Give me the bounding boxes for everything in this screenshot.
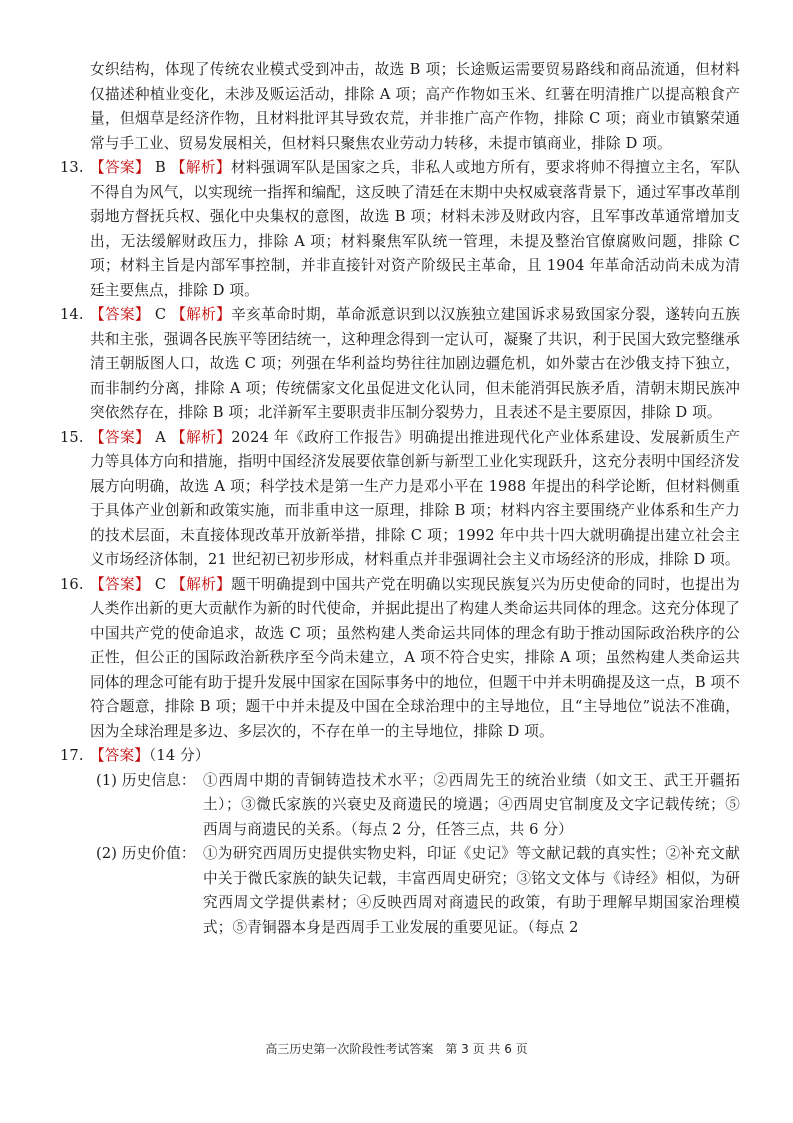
part-text: ①为研究西周历史提供实物史料，印证《史记》等文献记载的真实性；②补充文献中关于微氏家族的缺失记载，丰富西周史研究；③铭文文体与《诗经》相似，为研究西周文学提供素材；④反映西周对商遗民的政策，有助于理解早期国家治理模式；⑤青铜器本身是西周手工业发展的重要见证。（每点 2: [203, 845, 740, 936]
analysis-tag: 【解析】: [170, 159, 231, 176]
question-number: 15.: [60, 428, 84, 446]
answer-tag: 【答案】: [90, 306, 150, 323]
answer-letter: C: [149, 575, 172, 593]
analysis-text: 材料强调军队是国家之兵，非私人或地方所有，要求将帅不得擅立主名，军队不得自为风气，以实现统一指挥和编配，这反映了清廷在末期中央权威衰落背景下，通过军事改革削弱地方督抚兵权、强化中央集权的意图，故选 B 项；材料未涉及财政内容，且军事改革通常增加支出，无法缓解财政压力，排除 A 项；材料聚焦军队统一管理，未提及整治官僚腐败问题，排除 C 项；材料主旨是内部军事控制，并非直接针对资产阶级民主革命，且 1904 年革命活动尚未成为清廷主要焦点，排除 D 项。: [90, 159, 740, 299]
answer-letter: B: [149, 159, 171, 176]
answer-letter: A: [150, 428, 172, 446]
analysis-tag: 【解析】: [171, 575, 232, 593]
question-number: 13.: [60, 159, 84, 176]
answer-tag: 【答案】: [90, 159, 150, 176]
analysis-tag: 【解析】: [171, 306, 232, 323]
score-note: （14 分）: [148, 747, 210, 764]
question-16: [60, 573, 740, 745]
analysis-text: 题干明确提到中国共产党在明确以实现民族复兴为历史使命的同时，也提出为人类作出新的更大贡献作为新的时代使命，并据此提出了构建人类命运共同体的理念。这充分体现了中国共产党的使命追求，故选 C 项；虽然构建人类命运共同体的理念有助于推动国际政治秩序的公正性，但公正的国际政治新秩序至今尚未建立，A 项不符合史实，排除 A 项；虽然构建人类命运共同体的理念可能有助于提升发展中国家在国际事务中的地位，但题干中并未明确提及这一点，B 项不符合题意，排除 B 项；题干中并未提及中国在全球治理中的主导地位，且“主导地位”说法不准确，因为全球治理是多边、多层次的，不存在单一的主导地位，排除 D 项。: [90, 575, 740, 740]
answer-tag: 【答案】: [90, 428, 151, 446]
question-number: 16.: [60, 575, 84, 593]
question-17: [60, 744, 740, 769]
question-15: [60, 426, 740, 573]
question-14: [60, 303, 740, 426]
answer-tag: 【答案】: [90, 575, 150, 593]
analysis-text: 辛亥革命时期，革命派意识到以汉族独立建国诉求易致国家分裂，遂转向五族共和主张，强调各民族平等团结统一，这种理念得到一定认可，凝聚了共识，利于民国大致完整继承清王朝版图人口，故选 C 项；列强在华利益均势往往加剧边疆危机，如外蒙古在沙俄支持下独立，而非制约分离，排除 A 项；传统儒家文化虽促进文化认同，但未能消弭民族矛盾，清朝末期民族冲突依然存在，排除 B 项；北洋新军主要职责非压制分裂势力，且表述不是主要原因，排除 D 项。: [90, 306, 740, 421]
question-number: 17.: [60, 747, 84, 764]
answer-letter: C: [149, 306, 172, 323]
question-number: 14.: [60, 306, 84, 323]
q17-part-1: [60, 769, 740, 843]
q17-part-2: [60, 842, 740, 940]
page-footer: 高三历史第一次阶段性考试答案 第 3 页 共 6 页: [265, 1042, 528, 1056]
part-label: (1) 历史信息：: [96, 771, 196, 789]
question-13: [60, 156, 740, 303]
answer-tag: 【答案】: [90, 747, 149, 764]
part-label: (2) 历史价值：: [96, 845, 196, 862]
analysis-text: 2024 年《政府工作报告》明确提出推进现代化产业体系建设、发展新质生产力等具体方向和措施，指明中国经济发展要依靠创新与新型工业化实现跃升，这充分表明中国经济发展方向明确，故选 A 项；科学技术是第一生产力是邓小平在 1988 年提出的科学论断，但材料侧重于具体产业创新和政策实施，而非重申这一原理，排除 B 项；材料内容主要围绕产业体系和生产力的技术层面，未直接体现改革开放新举措，排除 C 项；1992 年中共十四大就明确提出建立社会主义市场经济体制，21 世纪初已初步形成，材料重点并非强调社会主义市场经济的形成，排除 D 项。: [90, 428, 740, 568]
continued-analysis-12: 女织结构，体现了传统农业模式受到冲击，故选 B 项；长途贩运需要贸易路线和商品流通，但材料仅描述种植业变化，未涉及贩运活动，排除 A 项；高产作物如玉米、红薯在明清推广以提高粮食产量，但烟草是经济作物，且材料批评其导致农荒，并非推广高产作物，排除 C 项；商业市镇繁荣通常与手工业、贸易发展相关，但材料只聚焦农业劳动力转移，未提市镇商业，排除 D 项。: [90, 61, 740, 152]
part-text: ①西周中期的青铜铸造技术水平；②西周先王的统治业绩（如文王、武王开疆拓土）；③微氏家族的兴衰史及商遗民的境遇；④西周史官制度及文字记载传统；⑤西周与商遗民的关系。（每点 2 分，任答三点，共 6 分）: [203, 771, 740, 838]
analysis-tag: 【解析】: [171, 428, 232, 446]
answer-content: [60, 58, 740, 940]
